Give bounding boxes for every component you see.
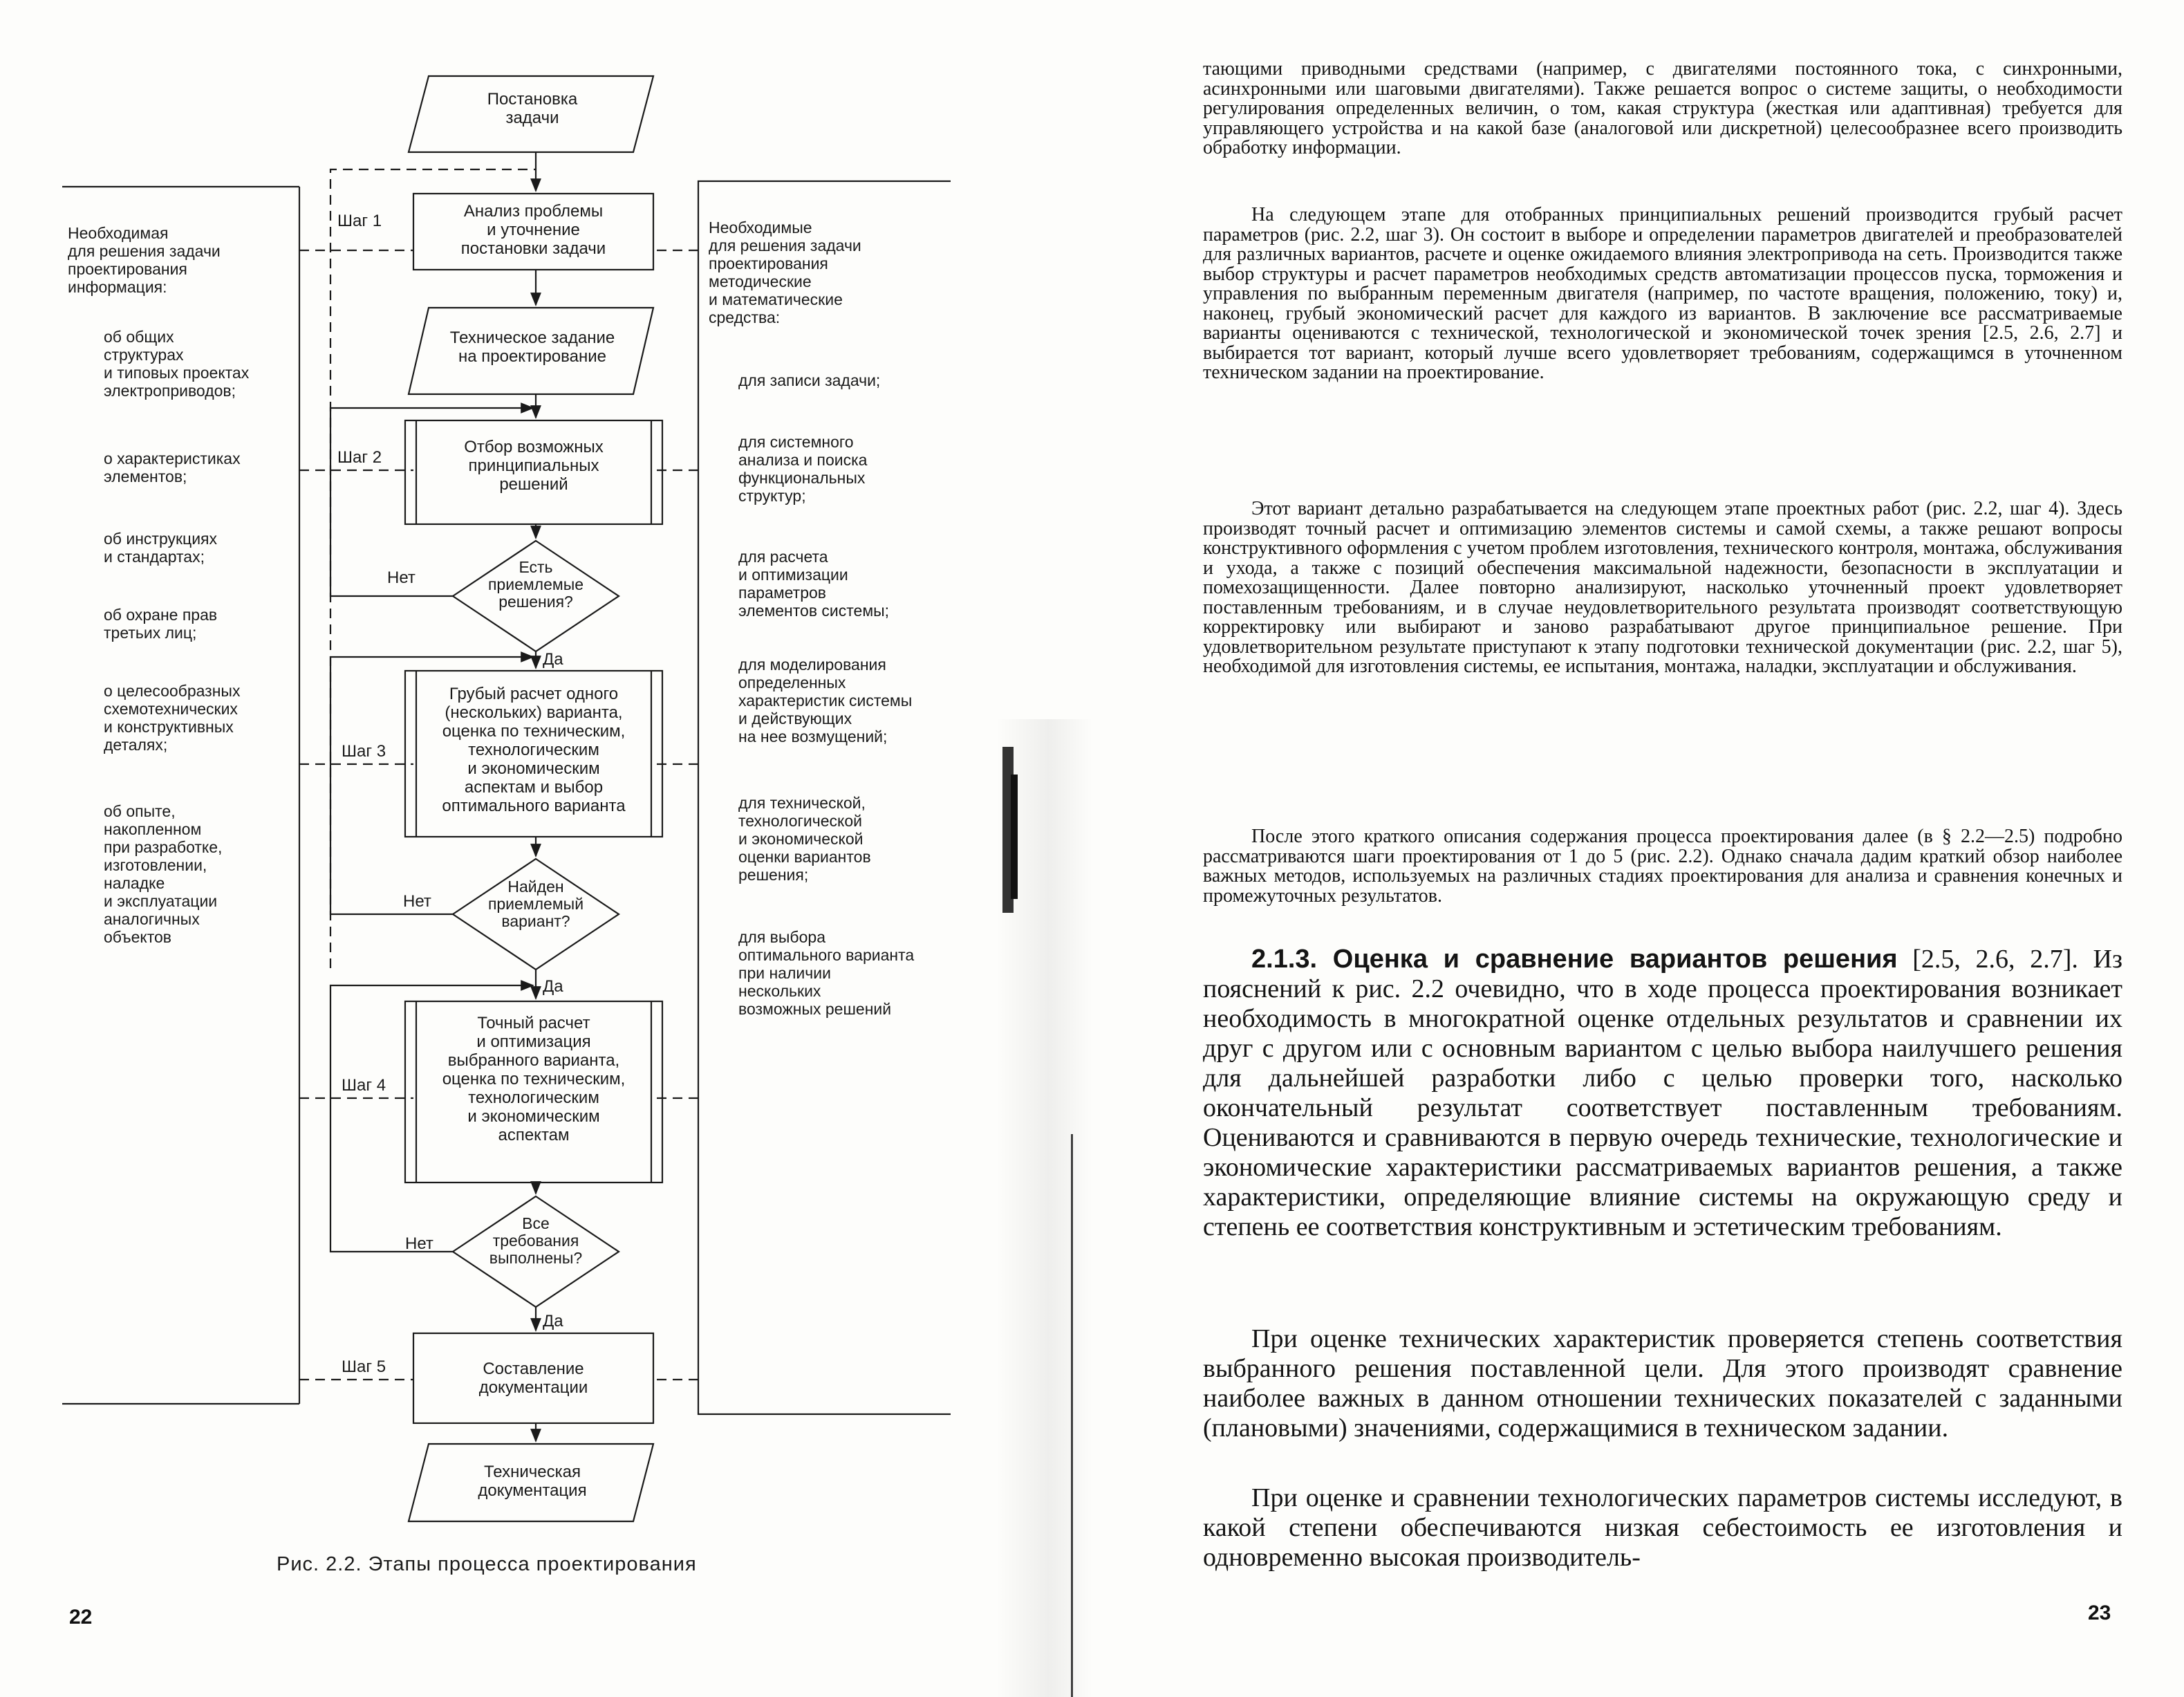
section-block	[1203, 945, 2122, 1242]
step2-label: Отбор возможных принципиальных решений	[464, 438, 604, 494]
step3-tag: Шаг 3	[342, 742, 386, 761]
tools-item: для моделирования определенных характеристик системы и действующих на нее возмущений;	[738, 656, 913, 745]
paragraph-6: При оценке технических характеристик проверяется степень соответствия выбранного решения поставленной цели. Для этого производят сравнение наиболее важных в данном отношении технических показателей с заданными (плановыми) значениями, содержащимися в техническом задании.	[1203, 1324, 2122, 1443]
paragraph-5: Из пояснений к рис. 2.2 очевидно, что в ходе процесса проектирования возникает необходимость в многократной оценке отдельных результатов и сравнении их друг с другом или с основным вариантом с целью выбора наилучшего решения для дальнейшей разработки либо с целью проверки того, насколько окончательный результат соответствует поставленным требованиям. Оцениваются и сравниваются в первую очередь технические, технологические и экономические характеристики рассматриваемых вариантов решения, а также характеристики, определяющие влияние системы на окружающую среду и степень ее соответствия конструктивным и эстетическим требованиям.	[1203, 945, 2122, 1241]
left-page	[0, 0, 1079, 1697]
page-number-left: 22	[69, 1606, 93, 1629]
page-number-right: 23	[2088, 1602, 2111, 1624]
step1-label: Анализ проблемы и уточнение постановки задачи	[460, 202, 606, 258]
tools-column-title: Необходимые для решения задачи проектирования методические и математические средства:	[709, 219, 861, 326]
decision3-yes: Да	[543, 1312, 563, 1330]
figure-caption: Рис. 2.2. Этапы процесса проектирования	[277, 1553, 697, 1575]
tools-item: для системного анализа и поиска функциональных структур;	[738, 433, 868, 505]
decision3-no: Нет	[405, 1234, 433, 1253]
info-item: об охране прав третьих лиц;	[104, 606, 218, 642]
decision1-label: Есть приемлемые решения?	[487, 558, 584, 611]
step5-tag: Шаг 5	[342, 1357, 386, 1376]
step3-label: Грубый расчет одного (нескольких) варианта, оценка по техническим, технологическим и экономическим аспектам и выбор оптимального варианта	[442, 685, 626, 815]
tools-item: для расчета и оптимизации параметров элементов системы;	[738, 548, 890, 620]
spec-label: Техническое задание на проектирование	[449, 328, 615, 366]
paragraph-7: При оценке и сравнении технологических параметров системы исследуют, в какой степени обеспечиваются низкая себестоимость ее изготовления и одновременно высокая производитель-	[1203, 1483, 2122, 1572]
tools-item: для технической, технологической и экономической оценки вариантов решения;	[738, 794, 871, 884]
paragraph-1: тающими приводными средствами (например, с двигателями постоянного тока, с синхронными, асинхронными или шаговыми двигателями). Также решается вопрос о системе защиты, о необходимости регулирования определенных величин, о том, какая структура (жесткая или адаптивная) требуется для управляющего устройства и на какой базе (аналоговой или дискретной) целесообразнее всего производить обработку информации.	[1203, 58, 2122, 158]
tools-item: для записи задачи;	[738, 371, 881, 389]
tools-item: для выбора оптимального варианта при наличии нескольких возможных решений	[738, 928, 915, 1018]
info-item: об инструкциях и стандартах;	[104, 530, 218, 566]
decision2-no: Нет	[403, 892, 431, 911]
decision1-yes: Да	[543, 650, 563, 669]
decision1-no: Нет	[387, 568, 416, 587]
decision2-label: Найден приемлемый вариант?	[487, 878, 584, 930]
step4-tag: Шаг 4	[342, 1076, 386, 1095]
section-heading-ref: [2.5, 2.6, 2.7].	[1897, 945, 2093, 974]
info-item: об опыте, накопленном при разработке, изготовлении, наладке и эксплуатации аналогичных объектов	[104, 802, 223, 946]
step2-tag: Шаг 2	[337, 448, 382, 467]
end-label: Техническая документация	[478, 1463, 587, 1500]
info-item: об общих структурах и типовых проектах электроприводов;	[104, 328, 250, 400]
decision2-yes: Да	[543, 977, 563, 996]
start-label: Постановка задачи	[487, 90, 578, 127]
step4-label: Точный расчет и оптимизация выбранного варианта, оценка по техническим, технологическим и экономическим аспектам	[442, 1014, 626, 1144]
paragraph-2: На следующем этапе для отобранных принципиальных решений производится грубый расчет параметров (рис. 2.2, шаг 3). Он состоит в выборе и определении параметров двигателей и преобразователей для различных вариантов, расчете и оценке ожидаемого влияния электропривода на сеть. Производится также выбор структуры и расчет параметров необходимых средств автоматизации процессов пуска, торможения и управления по выбранным переменным двигателя (например, по частоте вращения, положению, току) и, наконец, грубый экономический расчет для каждого из вариантов. В заключение все рассматриваемые варианты оцениваются с технической, технологической и экономической точек зрения [2.5, 2.6, 2.7] и выбирается тот вариант, который лучше всего удовлетворяет требованиям, содержащимся в уточненном техническом задании на проектирование.	[1203, 204, 2122, 383]
info-item: о целесообразных схемотехнических и конструктивных деталях;	[104, 682, 241, 754]
section-heading: 2.1.3. Оценка и сравнение вариантов решения	[1251, 945, 1898, 974]
info-item: о характеристиках элементов;	[104, 449, 241, 485]
step1-tag: Шаг 1	[337, 212, 382, 230]
step5-label: Составление документации	[478, 1360, 588, 1397]
info-column-title: Необходимая для решения задачи проектирования информация:	[68, 224, 221, 296]
decision3-label: Все требования выполнены?	[489, 1214, 583, 1267]
paragraph-4: После этого краткого описания содержания процесса проектирования далее (в § 2.2—2.5) подробно рассматриваются шаги проектирования от 1 до 5 (рис. 2.2). Однако сначала дадим краткий обзор наиболее важных методов, используемых на различных стадиях проектирования для анализа и сравнения конечных и промежуточных результатов.	[1203, 826, 2122, 907]
paragraph-3: Этот вариант детально разрабатывается на следующем этапе проектных работ (рис. 2.2, шаг 4). Здесь производят точный расчет и оптимизацию элементов системы и самой схемы, а также решают вопросы конструктивного оформления с учетом проблем изготовления, технического контроля, монтажа, обслуживания и ухода, а также с позиций обеспечения максимальной надежности, безопасности в эксплуатации и помехозащищенности. Далее повторно анализируют, насколько уточненный проект удовлетворяет поставленным требованиям, и в случае неудовлетворительного результата производят соответствующую корректировку или выбирают и заново разрабатывают другое принципиальное решение. При удовлетворительном результате приступают к этапу подготовки технической документации (рис. 2.2, шаг 5), необходимой для изготовления системы, ее испытания, монтажа, наладки, эксплуатации и обслуживания.	[1203, 498, 2122, 677]
